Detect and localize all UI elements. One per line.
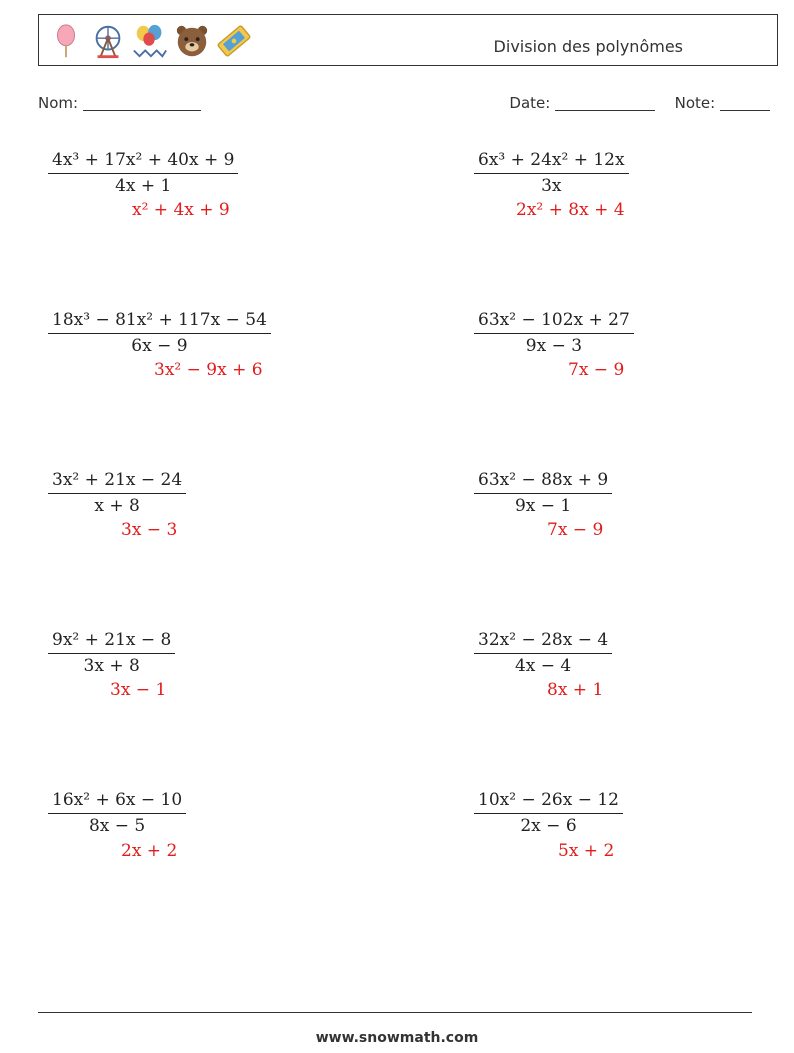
denominator: 3x + 8 [83, 656, 140, 676]
answer: 3x − 3 [121, 520, 178, 540]
worksheet-title: Division des polynômes [493, 37, 683, 56]
answer: 7x − 9 [568, 360, 625, 380]
ticket-icon [215, 22, 253, 60]
fraction [474, 150, 629, 196]
answer: 3x² − 9x + 6 [154, 360, 263, 380]
fraction [474, 630, 612, 676]
denominator: 9x − 1 [514, 496, 572, 516]
fraction [48, 470, 186, 516]
numerator: 63x² − 102x + 27 [474, 310, 634, 334]
problem-3 [48, 310, 271, 356]
date-label: Date: [509, 94, 551, 112]
numerator: 63x² − 88x + 9 [474, 470, 612, 494]
fraction [474, 470, 612, 516]
fraction [48, 310, 271, 356]
name-blank[interactable] [83, 94, 201, 111]
problem-8 [474, 630, 612, 676]
numerator: 16x² + 6x − 10 [48, 790, 186, 814]
worksheet-header [38, 14, 778, 66]
denominator: 8x − 5 [88, 816, 146, 836]
footer-url[interactable]: www.snowmath.com [315, 1030, 479, 1046]
answer: 2x² + 8x + 4 [516, 200, 625, 220]
denominator: 2x − 6 [520, 816, 577, 836]
footer-divider [38, 1012, 752, 1013]
numerator: 6x³ + 24x² + 12x [474, 150, 629, 174]
header-icons [47, 20, 253, 62]
answer: 5x + 2 [558, 841, 615, 861]
numerator: 10x² − 26x − 12 [474, 790, 623, 814]
answer: x² + 4x + 9 [132, 200, 230, 220]
denominator: 4x + 1 [115, 176, 172, 196]
bear-icon [173, 22, 211, 60]
answer: 3x − 1 [110, 680, 167, 700]
numerator: 9x² + 21x − 8 [48, 630, 175, 654]
cotton-candy-icon [47, 22, 85, 60]
date-blank[interactable] [555, 94, 655, 111]
balloons-icon [131, 22, 169, 60]
ferris-wheel-icon [89, 22, 127, 60]
answer: 2x + 2 [121, 841, 178, 861]
date-grade-fields [509, 94, 770, 112]
numerator: 3x² + 21x − 24 [48, 470, 186, 494]
fraction [48, 150, 238, 196]
problem-2 [474, 150, 629, 196]
answer: 8x + 1 [547, 680, 604, 700]
problem-1 [48, 150, 238, 196]
numerator: 32x² − 28x − 4 [474, 630, 612, 654]
fraction [474, 790, 623, 836]
name-field [38, 94, 201, 112]
problem-5 [48, 470, 186, 516]
problem-6 [474, 470, 612, 516]
fraction [48, 630, 175, 676]
name-label: Nom: [38, 94, 79, 112]
numerator: 4x³ + 17x² + 40x + 9 [48, 150, 238, 174]
problem-9 [48, 790, 186, 836]
denominator: 3x [541, 176, 562, 196]
problem-10 [474, 790, 623, 836]
problem-7 [48, 630, 175, 676]
denominator: 4x − 4 [514, 656, 572, 676]
fraction [48, 790, 186, 836]
fraction [474, 310, 634, 356]
denominator: x + 8 [94, 496, 140, 516]
grade-blank[interactable] [720, 94, 770, 111]
answer: 7x − 9 [547, 520, 604, 540]
numerator: 18x³ − 81x² + 117x − 54 [48, 310, 271, 334]
problem-4 [474, 310, 634, 356]
denominator: 9x − 3 [525, 336, 583, 356]
denominator: 6x − 9 [131, 336, 188, 356]
grade-label: Note: [674, 94, 716, 112]
